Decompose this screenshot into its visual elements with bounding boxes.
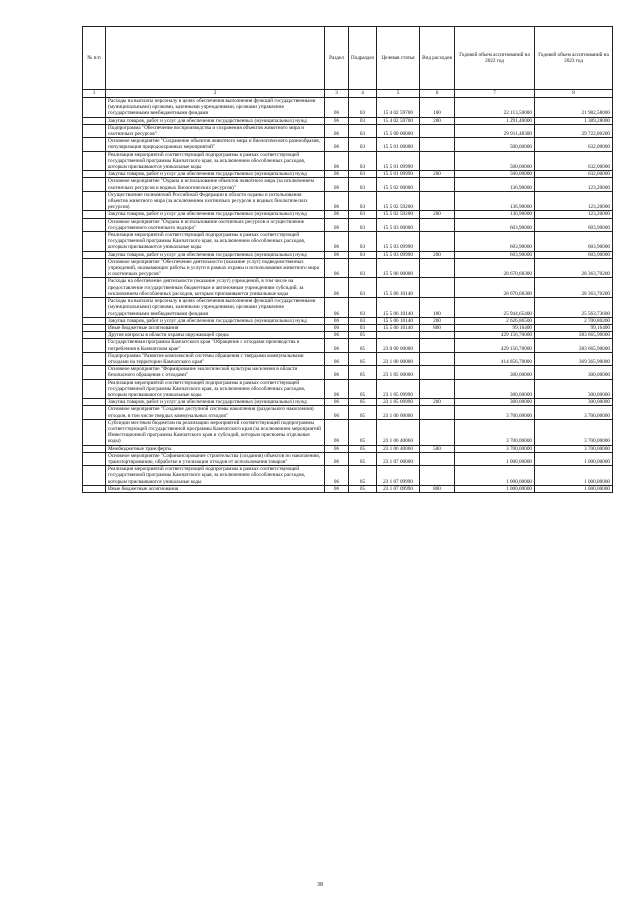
row-name: Иные бюджетные ассигнования — [106, 485, 325, 492]
row-2022: 29 911,48300 — [455, 124, 535, 137]
row-index — [83, 151, 106, 171]
row-2023: 3 700,00000 — [535, 445, 613, 452]
row-index — [83, 232, 106, 252]
row-razdel: 06 — [325, 138, 349, 151]
row-index — [83, 485, 106, 492]
table-row — [83, 419, 613, 445]
row-name: Закупка товаров, работ и услуг для обеспечения государственных (муниципальных) нужд — [106, 251, 325, 258]
row-index — [83, 191, 106, 211]
column-number: 8 — [535, 90, 613, 98]
row-2022: 500,00000 — [455, 151, 535, 171]
row-vid — [420, 332, 455, 339]
row-name: Государственная программа Камчатского края "Обращение с отходами производства и потребления в Камчатском крае" — [106, 339, 325, 352]
document-page — [82, 26, 612, 493]
row-2023: 632,00000 — [535, 171, 613, 178]
row-index — [83, 124, 106, 137]
row-razdel: 06 — [325, 332, 349, 339]
row-razdel: 06 — [325, 298, 349, 318]
row-razdel: 06 — [325, 211, 349, 218]
table-row — [83, 485, 613, 492]
row-podrazdel: 03 — [349, 138, 377, 151]
row-article: 23 1 06 00000 — [377, 406, 420, 419]
row-article: 15 5 06 10140 — [377, 317, 420, 324]
row-article: 15 5 03 09990 — [377, 232, 420, 252]
row-name: Другие вопросы в области охраны окружающей среды — [106, 332, 325, 339]
table-row — [83, 151, 613, 171]
row-vid — [420, 452, 455, 465]
row-razdel: 06 — [325, 379, 349, 399]
row-2022: 136,90000 — [455, 211, 535, 218]
row-razdel: 06 — [325, 406, 349, 419]
row-index — [83, 452, 106, 465]
row-article: 15 5 06 00000 — [377, 258, 420, 278]
row-2022: 603,90000 — [455, 232, 535, 252]
row-index — [83, 466, 106, 486]
row-vid — [420, 218, 455, 231]
table-row — [83, 211, 613, 218]
table-row — [83, 399, 613, 406]
row-2022: 136,90000 — [455, 178, 535, 191]
row-2022: 603,90000 — [455, 251, 535, 258]
row-2023: 3 700,00000 — [535, 406, 613, 419]
table-row — [83, 332, 613, 339]
row-index — [83, 298, 106, 318]
row-podrazdel: 05 — [349, 366, 377, 379]
row-2023: 632,00000 — [535, 138, 613, 151]
row-podrazdel: 05 — [349, 399, 377, 406]
row-index — [83, 419, 106, 445]
row-2023: 300,00000 — [535, 399, 613, 406]
row-podrazdel: 03 — [349, 171, 377, 178]
row-vid: 500 — [420, 445, 455, 452]
row-name: Основное мероприятие "Сохранение объектов животного мира и биологического разнообразия, популяризация природоохранных мероприятий" — [106, 138, 325, 151]
row-name: Расходы на выплаты персоналу в целях обеспечения выполнения функций государственными (муниципальными) органами, казенными учреждениями, органами управления государственными внебюджетными фондами — [106, 298, 325, 318]
row-vid — [420, 339, 455, 352]
row-vid — [420, 379, 455, 399]
row-article: 15 5 01 09990 — [377, 151, 420, 171]
row-2022: 1 000,00000 — [455, 485, 535, 492]
row-article: 15 5 00 00000 — [377, 124, 420, 137]
row-razdel: 06 — [325, 485, 349, 492]
row-name: Закупка товаров, работ и услуг для обеспечения государственных (муниципальных) нужд — [106, 317, 325, 324]
row-razdel: 06 — [325, 251, 349, 258]
row-name: Межбюджетные трансферты — [106, 445, 325, 452]
row-2023: 632,00000 — [535, 151, 613, 171]
row-article: 15 4 02 59700 — [377, 98, 420, 118]
row-podrazdel: 05 — [349, 419, 377, 445]
row-2022: 3 700,00000 — [455, 419, 535, 445]
row-article: 23 1 05 00000 — [377, 366, 420, 379]
row-2023: 25 563,73600 — [535, 298, 613, 318]
row-razdel: 06 — [325, 399, 349, 406]
row-article: 23 1 06 40060 — [377, 419, 420, 445]
row-article: 15 5 03 00000 — [377, 218, 420, 231]
row-index — [83, 445, 106, 452]
row-index — [83, 366, 106, 379]
row-index — [83, 278, 106, 298]
row-podrazdel: 05 — [349, 485, 377, 492]
row-2023: 1 000,00000 — [535, 466, 613, 486]
row-razdel: 06 — [325, 151, 349, 171]
row-2023: 3 700,00000 — [535, 419, 613, 445]
row-vid — [420, 352, 455, 365]
row-article: 23 1 05 09990 — [377, 399, 420, 406]
row-razdel: 06 — [325, 324, 349, 331]
table-body — [83, 98, 613, 493]
header-2022: Годовой объем ассигнований на 2022 год — [455, 27, 535, 90]
row-vid: 200 — [420, 211, 455, 218]
row-vid — [420, 191, 455, 211]
row-2022: 28 670,68300 — [455, 258, 535, 278]
header-podrazdel: Подраздел — [349, 27, 377, 90]
page-number: 38 — [317, 882, 323, 888]
row-razdel: 06 — [325, 352, 349, 365]
row-article: 15 5 06 10140 — [377, 298, 420, 318]
row-vid — [420, 258, 455, 278]
row-razdel: 06 — [325, 117, 349, 124]
row-vid: 800 — [420, 324, 455, 331]
row-vid: 200 — [420, 117, 455, 124]
row-2022: 603,90000 — [455, 218, 535, 231]
table-row — [83, 379, 613, 399]
row-podrazdel: 03 — [349, 251, 377, 258]
row-article: 15 5 06 10140 — [377, 278, 420, 298]
table-row — [83, 278, 613, 298]
table-row — [83, 258, 613, 278]
row-2022: 500,00000 — [455, 171, 535, 178]
row-razdel: 06 — [325, 171, 349, 178]
row-vid — [420, 366, 455, 379]
column-number: 6 — [420, 90, 455, 98]
row-article: 23 1 07 00000 — [377, 452, 420, 465]
row-razdel: 06 — [325, 419, 349, 445]
row-razdel: 06 — [325, 232, 349, 252]
row-2023: 123,20000 — [535, 191, 613, 211]
row-article: 15 5 02 00000 — [377, 178, 420, 191]
row-vid: 200 — [420, 251, 455, 258]
row-index — [83, 258, 106, 278]
row-index — [83, 399, 106, 406]
row-podrazdel: 03 — [349, 151, 377, 171]
row-vid — [420, 232, 455, 252]
table-row — [83, 466, 613, 486]
table-row — [83, 317, 613, 324]
row-2023: 29 722,80200 — [535, 124, 613, 137]
row-2023: 603,90000 — [535, 251, 613, 258]
row-2022: 22 113,50000 — [455, 98, 535, 118]
table-row — [83, 366, 613, 379]
row-index — [83, 379, 106, 399]
row-2023: 123,20000 — [535, 211, 613, 218]
row-podrazdel: 03 — [349, 178, 377, 191]
row-2022: 300,00000 — [455, 379, 535, 399]
row-name: Основное мероприятие "Охрана и использование объектов животного мира (за исключением охотничьих ресурсов и водных биологических ресурсов)" — [106, 178, 325, 191]
row-razdel: 06 — [325, 366, 349, 379]
row-podrazdel: 03 — [349, 278, 377, 298]
row-vid — [420, 151, 455, 171]
row-name: Подпрограмма "Развитие комплексной системы обращения с твердыми коммунальными отходами на территории Камчатского края" — [106, 352, 325, 365]
header-razdel: Раздел — [325, 27, 349, 90]
table-row — [83, 98, 613, 118]
column-number-row — [83, 90, 613, 98]
row-vid — [420, 406, 455, 419]
row-razdel: 06 — [325, 98, 349, 118]
row-article: 23 1 07 09990 — [377, 466, 420, 486]
row-article: 15 5 06 10140 — [377, 324, 420, 331]
row-razdel: 06 — [325, 317, 349, 324]
header-vid: Вид расходов — [420, 27, 455, 90]
row-name: Иные бюджетные ассигнования — [106, 324, 325, 331]
table-row — [83, 352, 613, 365]
row-podrazdel: 05 — [349, 352, 377, 365]
row-2022: 136,90000 — [455, 191, 535, 211]
row-2023: 28 363,70200 — [535, 278, 613, 298]
row-name: Подпрограмма "Обеспечение воспроизводства и сохранения объектов животного мира и охотничьих ресурсов" — [106, 124, 325, 137]
row-vid — [420, 124, 455, 137]
row-2022: 3 700,00000 — [455, 406, 535, 419]
row-2023: 369 365,90000 — [535, 352, 613, 365]
row-2023: 1 000,00000 — [535, 452, 613, 465]
row-razdel: 06 — [325, 218, 349, 231]
row-2022: 1 000,00000 — [455, 466, 535, 486]
header-article: Целевая статья — [377, 27, 420, 90]
header-number: № п/п — [83, 27, 106, 90]
row-razdel: 06 — [325, 124, 349, 137]
row-razdel: 06 — [325, 452, 349, 465]
row-article: 15 5 02 59200 — [377, 211, 420, 218]
row-vid: 200 — [420, 399, 455, 406]
row-index — [83, 98, 106, 118]
row-2022: 25 944,65400 — [455, 298, 535, 318]
row-vid — [420, 466, 455, 486]
row-index — [83, 339, 106, 352]
row-article: 23 1 07 09990 — [377, 485, 420, 492]
row-podrazdel: 03 — [349, 124, 377, 137]
row-name: Закупка товаров, работ и услуг для обеспечения государственных (муниципальных) нужд — [106, 211, 325, 218]
row-name: Закупка товаров, работ и услуг для обеспечения государственных (муниципальных) нужд — [106, 171, 325, 178]
row-2022: 1 291,40000 — [455, 117, 535, 124]
row-index — [83, 332, 106, 339]
row-2023: 603,90000 — [535, 218, 613, 231]
row-name: Закупка товаров, работ и услуг для обеспечения государственных (муниципальных) нужд — [106, 399, 325, 406]
row-index — [83, 178, 106, 191]
row-name: Основное мероприятие "Создание доступной системы накопления (раздельного накопления) отходов, в том числе твердых коммунальных отходов" — [106, 406, 325, 419]
column-number: 3 — [325, 90, 349, 98]
row-index — [83, 352, 106, 365]
row-podrazdel: 03 — [349, 324, 377, 331]
row-podrazdel: 05 — [349, 332, 377, 339]
row-2022: 2 626,86500 — [455, 317, 535, 324]
row-vid: 100 — [420, 98, 455, 118]
row-2022: 429 156,70000 — [455, 339, 535, 352]
row-2022: 300,00000 — [455, 366, 535, 379]
row-2022: 429 156,70000 — [455, 332, 535, 339]
table-row — [83, 171, 613, 178]
row-article: 15 4 02 59700 — [377, 117, 420, 124]
row-article: 23 1 06 40060 — [377, 445, 420, 452]
row-podrazdel: 03 — [349, 218, 377, 231]
table-row — [83, 191, 613, 211]
table-row — [83, 251, 613, 258]
row-2022: 1 000,00000 — [455, 452, 535, 465]
row-2022: 99,16400 — [455, 324, 535, 331]
row-vid — [420, 419, 455, 445]
header-2023: Годовой объем ассигнований на 2023 год — [535, 27, 613, 90]
table-row — [83, 117, 613, 124]
row-article: 23 1 00 00000 — [377, 352, 420, 365]
row-podrazdel: 03 — [349, 258, 377, 278]
row-article — [377, 332, 420, 339]
table-row — [83, 452, 613, 465]
row-razdel: 06 — [325, 445, 349, 452]
row-name: Субсидии местным бюджетам на реализацию мероприятий соответствующей подпрограммы соответствующей государственной программы Камчатского края (за исключением мероприятий Инвестиционной программы Камчатского края и субсидий, которым присвоены отдельные коды) — [106, 419, 325, 445]
table-row — [83, 445, 613, 452]
row-vid: 100 — [420, 298, 455, 318]
table-row — [83, 406, 613, 419]
row-index — [83, 138, 106, 151]
row-name: Основное мероприятие "Софинансирование строительства (создания) объектов по накоплению, транспортированию, обработке и утилизации отходов от использования товаров" — [106, 452, 325, 465]
row-vid — [420, 178, 455, 191]
row-podrazdel: 05 — [349, 466, 377, 486]
row-podrazdel: 03 — [349, 191, 377, 211]
table-row — [83, 178, 613, 191]
row-vid: 200 — [420, 317, 455, 324]
row-vid — [420, 278, 455, 298]
row-razdel: 06 — [325, 278, 349, 298]
column-number: 2 — [106, 90, 325, 98]
row-podrazdel: 03 — [349, 98, 377, 118]
header-row — [83, 27, 613, 90]
row-2022: 414 856,70000 — [455, 352, 535, 365]
row-index — [83, 211, 106, 218]
column-number: 7 — [455, 90, 535, 98]
row-2023: 21 982,58000 — [535, 98, 613, 118]
row-name: Реализация мероприятий соответствующей подпрограммы в рамках соответствующей государственной программы Камчатского края, за исключением обособленных расходов, которым присваиваются уникальные коды — [106, 379, 325, 399]
row-podrazdel: 03 — [349, 298, 377, 318]
row-article: 23 0 00 00000 — [377, 339, 420, 352]
column-number: 5 — [377, 90, 420, 98]
row-razdel: 06 — [325, 191, 349, 211]
table-row — [83, 138, 613, 151]
row-article: 15 5 02 59200 — [377, 191, 420, 211]
row-name: Основное мероприятие "Обеспечение деятельности (оказание услуг) подведомственных учреждений, оказывающих работы и услуги в рамках охраны и использования животного мира и охотничьих ресурсов" — [106, 258, 325, 278]
row-name: Расходы на выплаты персоналу в целях обеспечения выполнения функций государственными (муниципальными) органами, казенными учреждениями, органами управления государственными внебюджетными фондами — [106, 98, 325, 118]
row-2022: 28 670,68300 — [455, 278, 535, 298]
row-podrazdel: 05 — [349, 445, 377, 452]
table-row — [83, 339, 613, 352]
row-2023: 383 665,90000 — [535, 332, 613, 339]
header-name — [106, 27, 325, 90]
row-name: Реализация мероприятий соответствующей подпрограммы в рамках соответствующей государственной программы Камчатского края, за исключением обособленных расходов, которым присваиваются уникальные коды — [106, 232, 325, 252]
row-2023: 123,20000 — [535, 178, 613, 191]
table-row — [83, 232, 613, 252]
row-podrazdel: 05 — [349, 406, 377, 419]
row-podrazdel: 03 — [349, 232, 377, 252]
row-name: Осуществление полномочий Российской Федерации в области охраны и использования объектов животного мира (за исключением охотничьих ресурсов и водных биологических ресурсов) — [106, 191, 325, 211]
row-index — [83, 171, 106, 178]
row-index — [83, 218, 106, 231]
row-article: 15 5 01 00000 — [377, 138, 420, 151]
row-2023: 603,90000 — [535, 232, 613, 252]
row-index — [83, 317, 106, 324]
row-2023: 300,00000 — [535, 366, 613, 379]
column-number: 1 — [83, 90, 106, 98]
row-podrazdel: 05 — [349, 452, 377, 465]
row-podrazdel: 05 — [349, 339, 377, 352]
table-row — [83, 298, 613, 318]
row-vid: 800 — [420, 485, 455, 492]
row-name: Реализация мероприятий соответствующей подпрограммы в рамках соответствующей государственной программы Камчатского края, за исключением обособленных расходов, которым присваиваются уникальные коды — [106, 466, 325, 486]
row-index — [83, 324, 106, 331]
row-podrazdel: 05 — [349, 379, 377, 399]
row-2023: 99,16400 — [535, 324, 613, 331]
row-2022: 500,00000 — [455, 138, 535, 151]
row-podrazdel: 03 — [349, 317, 377, 324]
row-vid — [420, 138, 455, 151]
row-index — [83, 117, 106, 124]
row-2022: 3 700,00000 — [455, 445, 535, 452]
row-article: 15 5 01 09990 — [377, 171, 420, 178]
row-article: 23 1 05 09990 — [377, 379, 420, 399]
row-2023: 2 700,80200 — [535, 317, 613, 324]
row-2022: 300,00000 — [455, 399, 535, 406]
row-razdel: 06 — [325, 258, 349, 278]
row-name: Основное мероприятие "Формирование экологической культуры населения в области безопасного обращения с отходами" — [106, 366, 325, 379]
budget-table — [82, 26, 613, 493]
table-row — [83, 218, 613, 231]
row-razdel: 06 — [325, 178, 349, 191]
row-2023: 383 665,90000 — [535, 339, 613, 352]
column-number: 4 — [349, 90, 377, 98]
row-name: Закупка товаров, работ и услуг для обеспечения государственных (муниципальных) нужд — [106, 117, 325, 124]
row-2023: 1 000,00000 — [535, 485, 613, 492]
row-razdel: 06 — [325, 466, 349, 486]
row-name: Основное мероприятие "Охрана и использование охотничьих ресурсов и осуществление государственного охотничьего надзора" — [106, 218, 325, 231]
table-row — [83, 324, 613, 331]
row-name: Реализация мероприятий соответствующей подпрограммы в рамках соответствующей государственной программы Камчатского края, за исключением обособленных расходов, которым присваиваются уникальные коды — [106, 151, 325, 171]
row-name: Расходы на обеспечение деятельности (оказание услуг) учреждений, в том числе на предоставление государственным бюджетным и автономным учреждениям субсидий, за исключением обособленных расходов, которым присваиваются уникальные коды — [106, 278, 325, 298]
row-podrazdel: 03 — [349, 211, 377, 218]
row-2023: 1 389,28000 — [535, 117, 613, 124]
row-razdel: 06 — [325, 339, 349, 352]
row-2023: 300,00000 — [535, 379, 613, 399]
row-podrazdel: 03 — [349, 117, 377, 124]
table-row — [83, 124, 613, 137]
row-vid: 200 — [420, 171, 455, 178]
row-index — [83, 251, 106, 258]
row-index — [83, 406, 106, 419]
row-article: 15 5 03 09990 — [377, 251, 420, 258]
row-2023: 28 363,70200 — [535, 258, 613, 278]
